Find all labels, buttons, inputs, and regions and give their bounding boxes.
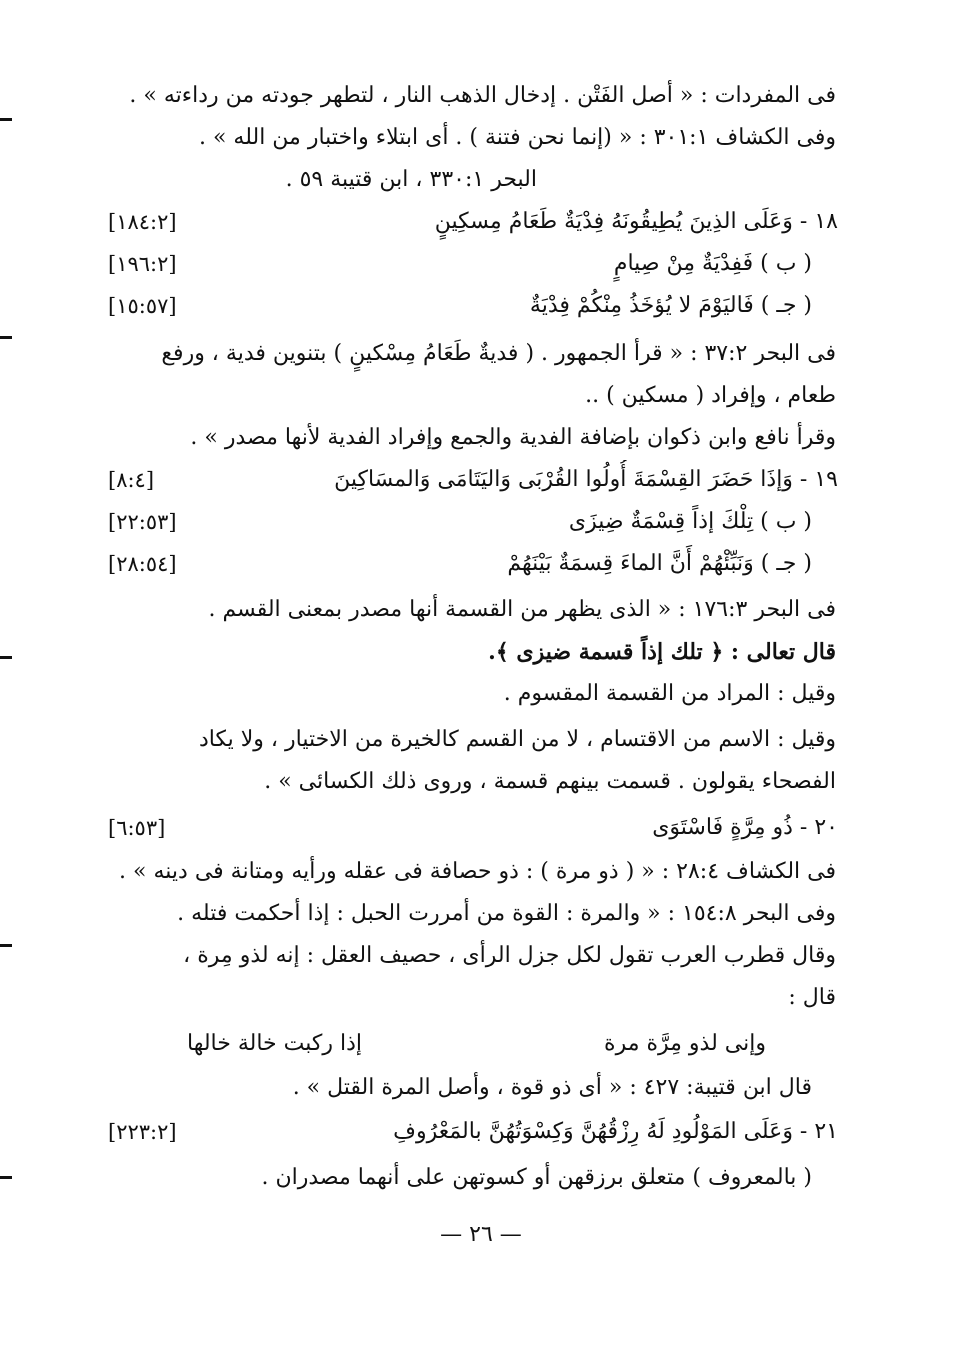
margin-mark xyxy=(0,336,12,339)
verse-line: ١٨ - وَعَلَى الذِينَ يُطِيقُونَهُ فِدْيَةٌ طَعَامُ مِسكِينٍ xyxy=(434,209,838,234)
poem-hemistich: إذا ركبت خالة خالها xyxy=(187,1031,362,1056)
poem-hemistich: وإنى لذو مِرَّة مرة xyxy=(604,1031,766,1056)
verse-reference: [٢٢:٥٣] xyxy=(108,510,177,534)
text-line: فى المفردات : « أصل الفَتْن . إدخال الذهب النار ، لتطهر جودته من رداءته » . xyxy=(129,83,836,108)
verse-line: ٢٠ - ذُو مِرَّةٍ فَاسْتَوَى xyxy=(652,815,838,840)
verse-line: ( ب ) تِلْكَ إذاً قِسْمَةٌ ضِيزَى xyxy=(568,509,812,534)
text-line: الفصحاء يقولون . قسمت بينهم قسمة ، وروى ذلك الكسائى » . xyxy=(264,769,836,794)
text-line: البحر ٣٣٠:١ ، ابن قتيبة ٥٩ . xyxy=(285,167,537,192)
verse-line: ٢١ - وَعَلَى المَوْلُودِ لَهُ رِزْقُهُنَّ وَكِسْوَتُهُنَّ بالمَعْرُوفِ xyxy=(393,1119,838,1144)
text-line: طعام ، وإفراد ( مسكين ) .. xyxy=(585,383,836,408)
text-line: وقيل : المراد من القسمة المقسوم . xyxy=(503,681,836,706)
verse-reference: [١٨٤:٢] xyxy=(108,210,177,234)
verse-line: ١٩ - وَإذَا حَضَرَ القِسْمَةَ أُولُوا القُرْبَى وَاليَتَامَى وَالمسَاكِينَ xyxy=(334,467,838,492)
verse-line: ( ب ) فَفِدْيَةٌ مِنْ صِيامٍ xyxy=(613,251,812,276)
text-line: وقرأ نافع وابن ذكوان بإضافة الفدية والجمع وإفراد الفدية لأنها مصدر » . xyxy=(190,425,836,450)
verse-reference: [٢٢٣:٢] xyxy=(108,1120,177,1144)
margin-mark xyxy=(0,1176,12,1179)
verse-reference: [٨:٤] xyxy=(108,468,155,492)
text-line: قال تعالى : ﴿ تلك إذاً قسمة ضيزى ﴾. xyxy=(488,639,836,665)
verse-reference: [١٥:٥٧] xyxy=(108,294,177,318)
text-line: وفى البحر ١٥٤:٨ : « والمرة : القوة من أمررت الحبل : إذا أحكمت فتله . xyxy=(177,901,836,926)
verse-line: ( جـ ) وَنَبِّئْهُمْ أَنَّ الماءَ قِسمَةٌ بَيْنَهُمْ xyxy=(507,551,812,576)
text-line: وقال قطرب العرب تقول لكل جزل الرأى ، حصيف العقل : إنه لذو مِرة ، xyxy=(183,943,836,968)
text-line: ( بالمعروف ) متعلق برزقهن أو كسوتهن على أنهما مصدران . xyxy=(261,1165,812,1190)
text-line: فى البحر ١٧٦:٣ : « الذى يظهر من القسمة أنها مصدر بمعنى القسم . xyxy=(208,597,836,622)
margin-mark xyxy=(0,944,12,947)
text-line: وقيل : الاسم من الاقتسام ، لا من القسم كالخيرة من الاختيار ، ولا يكاد xyxy=(198,727,836,752)
text-line: وفى الكشاف ٣٠١:١ : « (إنما نحن فتنة ) . أى ابتلاء واختبار من الله » . xyxy=(198,125,836,150)
verse-reference: [٢٨:٥٤] xyxy=(108,552,177,576)
margin-mark xyxy=(0,656,12,659)
verse-reference: [٦:٥٣] xyxy=(108,816,166,840)
text-line: قال ابن قتيبة: ٤٢٧ : « أى ذو قوة ، وأصل المرة القتل » . xyxy=(292,1075,812,1100)
margin-mark xyxy=(0,118,12,121)
verse-line: ( جـ ) فَاليَوْمَ لا يُؤخَذُ مِنْكُمْ فِدْيَةٌ xyxy=(529,293,812,318)
text-line: فى البحر ٣٧:٢ : « قرأ الجمهور . ( فديةٌ طَعَامُ مِسْكينٍ ) بتنوين فدية ، ورفع xyxy=(161,341,836,366)
page-number: — ٢٦ — xyxy=(440,1222,522,1247)
text-line: قال : xyxy=(788,985,836,1010)
verse-reference: [١٩٦:٢] xyxy=(108,252,177,276)
text-line: فى الكشاف ٢٨:٤ : « ( ذو مرة ) : ذو حصافة فى عقله ورأيه ومتانة فى دينه » . xyxy=(119,859,836,884)
